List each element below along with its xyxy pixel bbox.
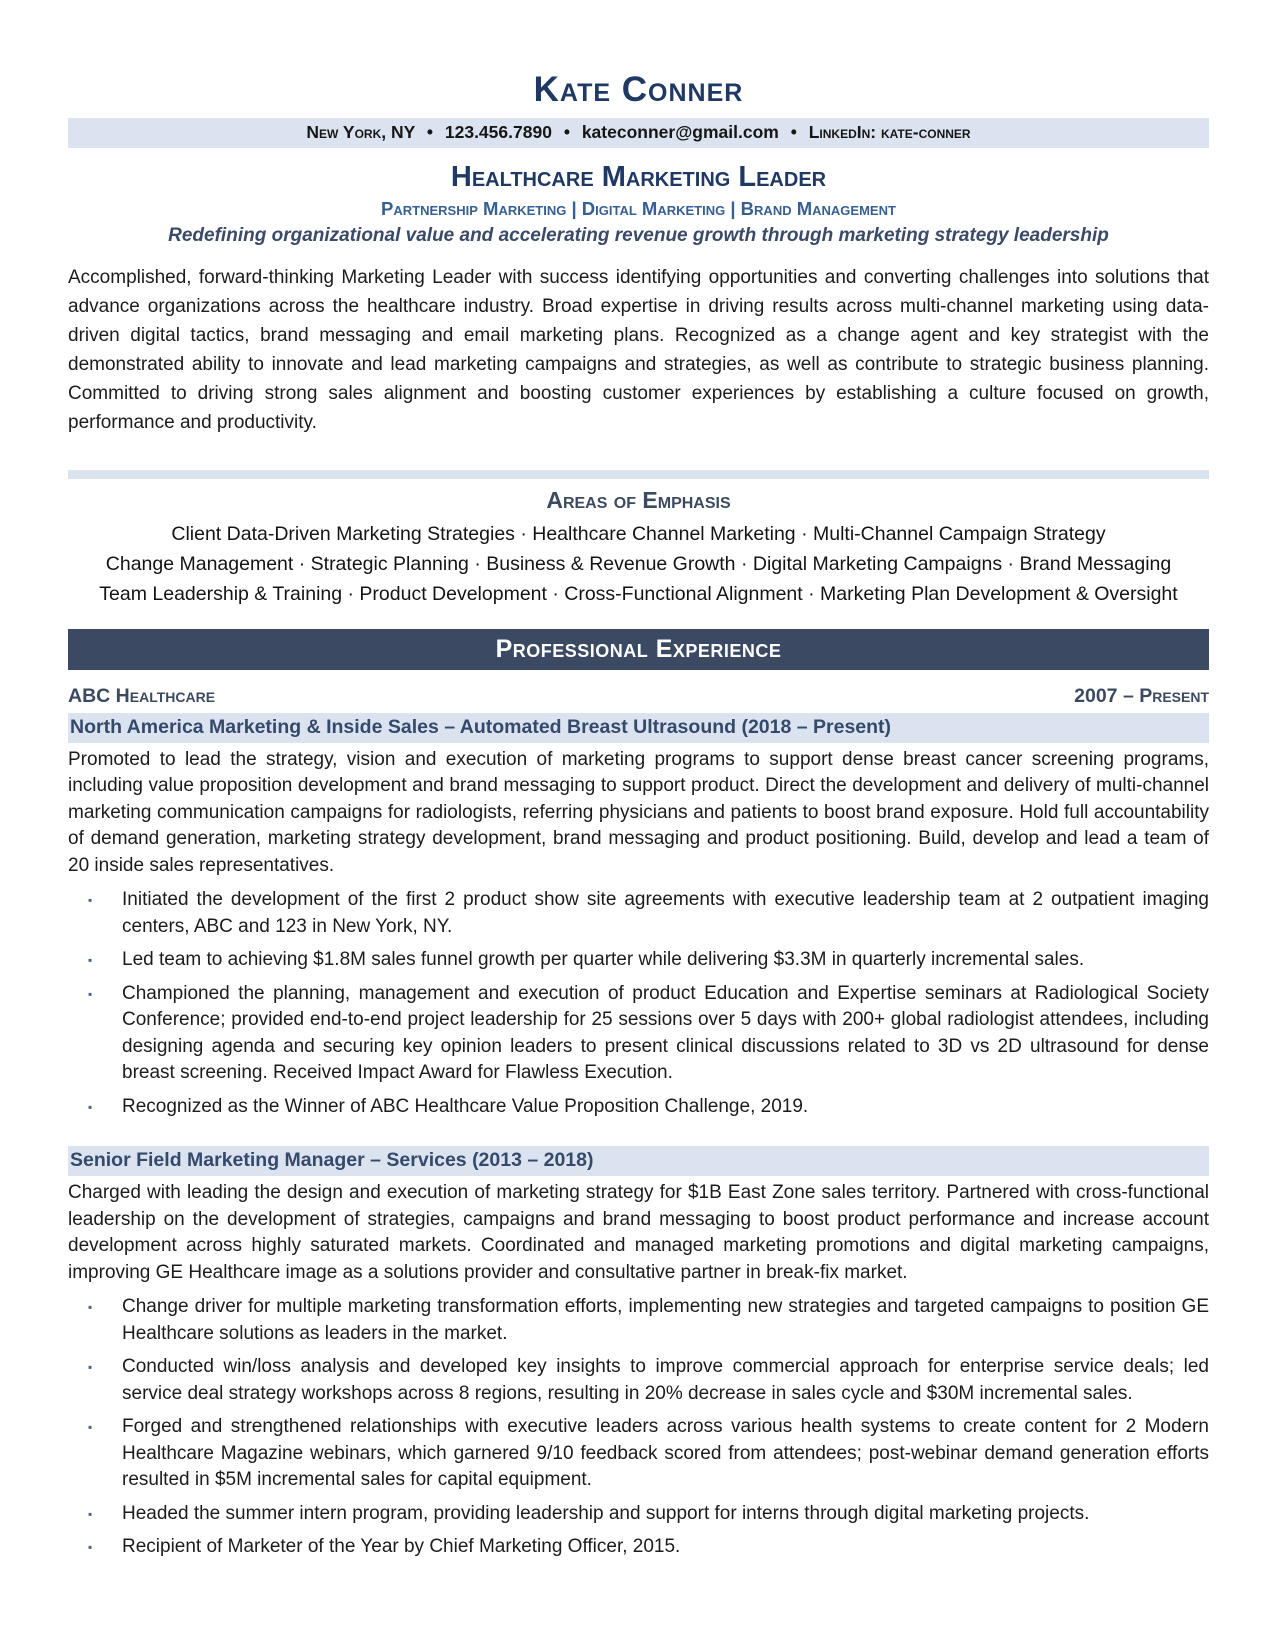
bullet-square-icon: ▪ [88, 1099, 93, 1114]
section-divider-bar [68, 470, 1209, 479]
contact-separator: • [426, 122, 433, 143]
bullet-item [68, 1414, 1209, 1494]
areas-of-emphasis-heading: Areas of Emphasis [546, 486, 731, 513]
role-description: Charged with leading the design and execution of marketing strategy for $1B East Zone sales territory. Partnered with cross-functional leadership on the development of strategies, campaigns and brand messaging to boost product performance and increase account development across highly saturated markets. Coordinated and managed marketing promotions and digital marketing campaigns, improving GE Healthcare image as a solutions provider and consultative partner in break-fix market. [68, 1182, 1209, 1283]
professional-experience-banner: Professional Experience [68, 629, 1209, 670]
contact-bar [68, 118, 1209, 148]
bullet-item [68, 1534, 1209, 1561]
role-description: Promoted to lead the strategy, vision and execution of marketing programs to support dense breast cancer screening programs, including value proposition development and brand messaging to support product. Direct the development and delivery of multi-channel marketing communication campaigns for radiologists, referring physicians and patients to boost brand exposure. Hold full accountability of demand generation, marketing strategy development, brand messaging and product positioning. Build, develop and lead a team of 20 inside sales representatives. [68, 748, 1209, 876]
company-dates: 2007 – Present [1074, 684, 1209, 707]
summary-paragraph: Accomplished, forward-thinking Marketing Leader with success identifying opportunities and converting challenges into solutions that advance organizations across the healthcare industry. Broad expertise in driving results across multi-channel marketing using data-driven digital tactics, brand messaging and email marketing plans. Recognized as a change agent and key strategist with the demonstrated ability to innovate and lead marketing campaigns and strategies, as well as contribute to strategic business planning. Committed to driving strong sales alignment and boosting customer experiences by establishing a culture focused on growth, performance and productivity. [68, 266, 1209, 433]
contact-location: New York, NY [306, 122, 415, 143]
areas-of-emphasis-list [68, 519, 1209, 609]
role-title: North America Marketing & Inside Sales – Automated Breast Ultrasound (2018 – Present) [68, 713, 1209, 743]
bullet-item [68, 1501, 1209, 1528]
bullet-item [68, 887, 1209, 940]
company-row [68, 685, 1209, 708]
bullet-item [68, 1094, 1209, 1121]
contact-phone: 123.456.7890 [444, 122, 552, 143]
bullet-square-icon: ▪ [88, 1300, 93, 1315]
role-bullet-list [68, 1294, 1209, 1561]
bullet-square-icon: ▪ [88, 986, 93, 1001]
specialties-line: Partnership Marketing | Digital Marketing | Brand Management [381, 197, 896, 219]
bullet-square-icon: ▪ [88, 1540, 93, 1555]
bullet-text: Conducted win/loss analysis and developed key insights to improve commercial approach for enterprise service deals; led service deal strategy workshops across 8 regions, resulting in 20% decrease in sales cycle and $30M incremental sales. [122, 1356, 1209, 1404]
bullet-square-icon: ▪ [88, 1360, 93, 1375]
bullet-item [68, 1294, 1209, 1347]
areas-of-emphasis-line: Client Data-Driven Marketing Strategies · Healthcare Channel Marketing · Multi-Channel Campaign Strategy [171, 522, 1106, 545]
role-bullet-list [68, 887, 1209, 1120]
areas-of-emphasis-line: Team Leadership & Training · Product Development · Cross-Functional Alignment · Marketing Plan Development & Oversight [99, 582, 1178, 605]
bullet-square-icon: ▪ [88, 893, 93, 908]
role-title: Senior Field Marketing Manager – Services (2013 – 2018) [68, 1146, 1209, 1176]
contact-email: kateconner@gmail.com [581, 122, 779, 143]
bullet-text: Change driver for multiple marketing transformation efforts, implementing new strategies and targeted campaigns to position GE Healthcare solutions as leaders in the market. [122, 1296, 1209, 1344]
contact-separator: • [563, 122, 570, 143]
headline-title: Healthcare Marketing Leader [450, 161, 827, 194]
bullet-text: Forged and strengthened relationships with executive leaders across various health systems to create content for 2 Modern Healthcare Magazine webinars, which garnered 9/10 feedback scored from attendees; post-webinar demand generation efforts resulted in $5M incremental sales for capital equipment. [122, 1416, 1209, 1491]
role-section-2 [68, 1146, 1209, 1561]
company-name: ABC Healthcare [68, 684, 216, 707]
bullet-text: Recipient of Marketer of the Year by Chief Marketing Officer, 2015. [122, 1536, 681, 1558]
bullet-text: Initiated the development of the first 2 product show site agreements with executive leadership team at 2 outpatient imaging centers, ABC and 123 in New York, NY. [122, 889, 1209, 937]
bullet-item [68, 981, 1209, 1087]
candidate-name: Kate Conner [533, 70, 744, 109]
bullet-text: Led team to achieving $1.8M sales funnel growth per quarter while delivering $3.3M in quarterly incremental sales. [122, 949, 1085, 971]
role-section-1 [68, 713, 1209, 1121]
bullet-text: Headed the summer intern program, providing leadership and support for interns through digital marketing projects. [122, 1502, 1090, 1524]
bullet-square-icon: ▪ [88, 953, 93, 968]
bullet-item [68, 1354, 1209, 1407]
bullet-square-icon: ▪ [88, 1420, 93, 1435]
tagline: Redefining organizational value and accelerating revenue growth through marketing strategy leadership [168, 224, 1109, 246]
bullet-text: Recognized as the Winner of ABC Healthcare Value Proposition Challenge, 2019. [122, 1095, 809, 1117]
contact-linkedin: LinkedIn: kate-conner [808, 122, 971, 143]
areas-of-emphasis-line: Change Management · Strategic Planning · Business & Revenue Growth · Digital Marketing Campaigns · Brand Messaging [105, 552, 1172, 575]
bullet-text: Championed the planning, management and execution of product Education and Expertise seminars at Radiological Society Conference; provided end-to-end project leadership for 25 sessions over 5 days with 200+ global radiologist attendees, including designing agenda and securing key opinion leaders to present clinical discussions related to 3D vs 2D ultrasound for dense breast screening. Received Impact Award for Flawless Execution. [122, 982, 1209, 1084]
contact-separator: • [790, 122, 797, 143]
bullet-item [68, 947, 1209, 974]
bullet-square-icon: ▪ [88, 1506, 93, 1521]
